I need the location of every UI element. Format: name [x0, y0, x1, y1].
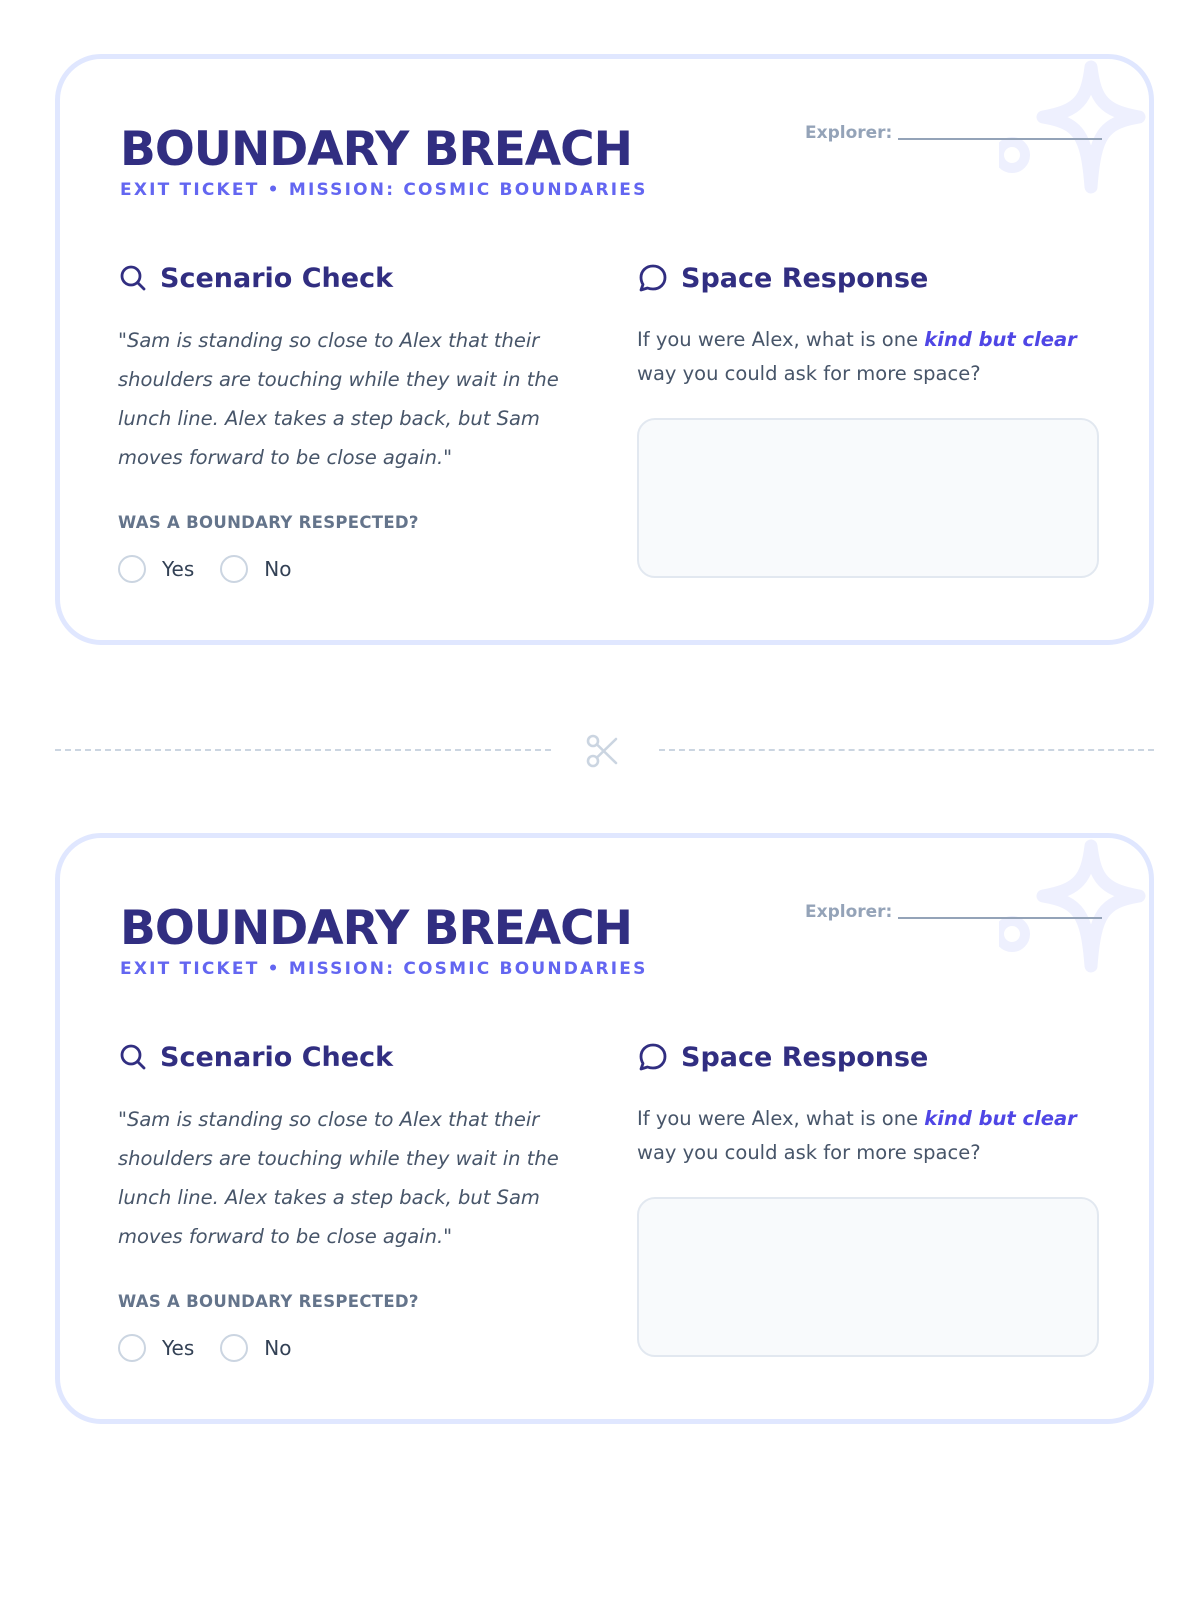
- scissors-icon: [583, 732, 621, 770]
- search-icon: [118, 263, 148, 293]
- space-response-label: Space Response: [681, 262, 929, 294]
- prompt-text-start: If you were Alex, what is one: [637, 328, 925, 351]
- explorer-name-field[interactable]: [805, 902, 1102, 922]
- scenario-check-label: Scenario Check: [160, 1041, 394, 1073]
- explorer-label: Explorer:: [805, 902, 893, 922]
- option-yes[interactable]: [118, 1334, 194, 1362]
- boundary-question: WAS A BOUNDARY RESPECTED?: [118, 1292, 419, 1311]
- cut-line-right-dashes: [659, 749, 1154, 751]
- option-no[interactable]: [220, 555, 291, 583]
- space-response-label: Space Response: [681, 1041, 929, 1073]
- ticket-subtitle: EXIT TICKET • MISSION: COSMIC BOUNDARIES: [120, 180, 648, 200]
- prompt-text-end: way you could ask for more space?: [637, 362, 981, 385]
- speech-bubble-icon: [637, 1041, 669, 1073]
- no-radio[interactable]: [220, 555, 248, 583]
- no-label: No: [264, 1336, 292, 1360]
- prompt-text-end: way you could ask for more space?: [637, 1141, 981, 1164]
- scenario-check-label: Scenario Check: [160, 262, 394, 294]
- scenario-check-heading: [118, 258, 393, 298]
- ticket-title: BOUNDARY BREACH: [120, 901, 633, 956]
- prompt-emphasis: kind but clear: [924, 1107, 1077, 1130]
- response-answer-box[interactable]: [637, 418, 1099, 578]
- search-icon: [118, 1042, 148, 1072]
- space-response-heading: [637, 1037, 928, 1077]
- no-label: No: [264, 557, 292, 581]
- space-response-heading: [637, 258, 928, 298]
- no-radio[interactable]: [220, 1334, 248, 1362]
- scenario-text: "Sam is standing so close to Alex that their shoulders are touching while they wait in the lunch line. Alex takes a step back, but Sam moves forward to be close again.": [118, 329, 559, 469]
- cut-line: [55, 736, 1154, 766]
- option-no[interactable]: [220, 1334, 291, 1362]
- scenario-check-heading: [118, 1037, 393, 1077]
- boundary-options: [118, 555, 318, 583]
- exit-ticket-card: [55, 833, 1154, 1424]
- boundary-question: WAS A BOUNDARY RESPECTED?: [118, 513, 419, 532]
- explorer-name-line: [898, 138, 1102, 140]
- cut-line-left-dashes: [55, 749, 551, 751]
- response-prompt: [637, 323, 1117, 391]
- yes-radio[interactable]: [118, 555, 146, 583]
- explorer-label: Explorer:: [805, 123, 893, 143]
- prompt-emphasis: kind but clear: [924, 328, 1077, 351]
- yes-label: Yes: [162, 1336, 195, 1360]
- yes-radio[interactable]: [118, 1334, 146, 1362]
- boundary-options: [118, 1334, 318, 1362]
- response-prompt: [637, 1102, 1117, 1170]
- speech-bubble-icon: [637, 262, 669, 294]
- explorer-name-line: [898, 917, 1102, 919]
- yes-label: Yes: [162, 557, 195, 581]
- prompt-text-start: If you were Alex, what is one: [637, 1107, 925, 1130]
- option-yes[interactable]: [118, 555, 194, 583]
- response-answer-box[interactable]: [637, 1197, 1099, 1357]
- scenario-text: "Sam is standing so close to Alex that their shoulders are touching while they wait in the lunch line. Alex takes a step back, but Sam moves forward to be close again.": [118, 1108, 559, 1248]
- exit-ticket-card: [55, 54, 1154, 645]
- explorer-name-field[interactable]: [805, 123, 1102, 143]
- ticket-subtitle: EXIT TICKET • MISSION: COSMIC BOUNDARIES: [120, 959, 648, 979]
- ticket-title: BOUNDARY BREACH: [120, 122, 633, 177]
